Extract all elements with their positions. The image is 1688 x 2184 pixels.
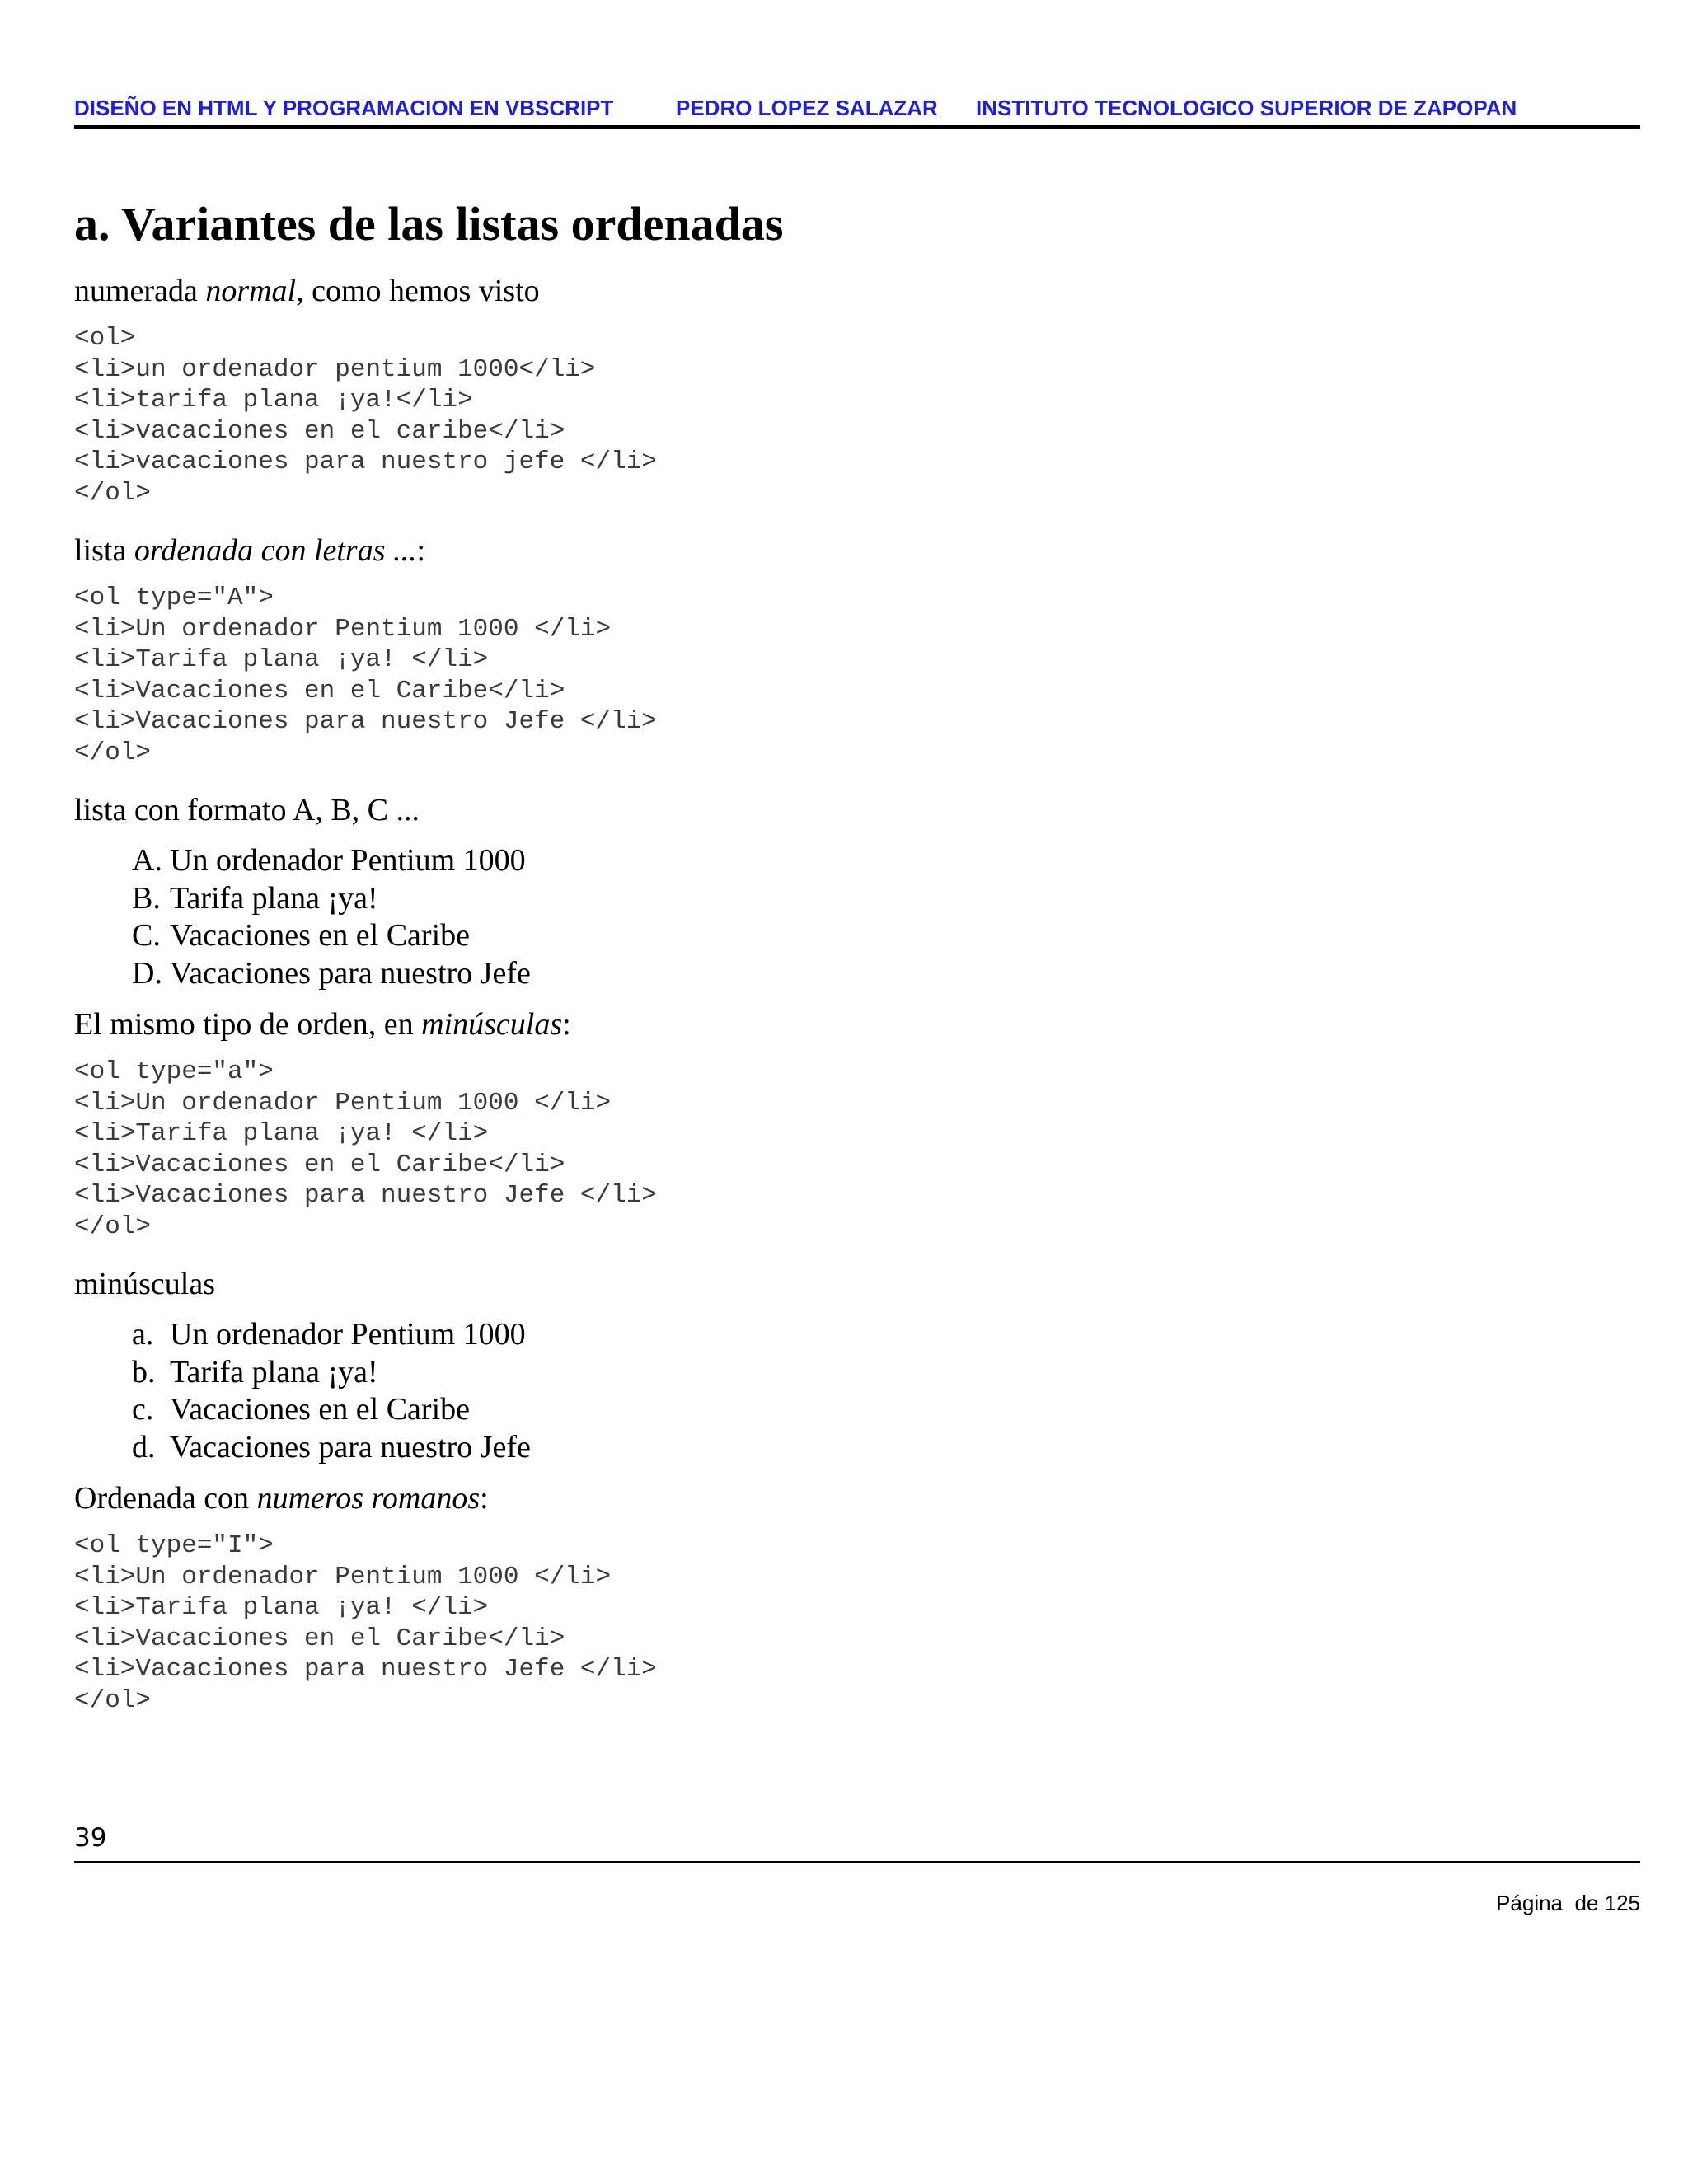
code-block-roman: <ol type="I"> <li>Un ordenador Pentium 1000 </li> <li>Tarifa plana ¡ya! </li> <li>Vacaciones en el Caribe</li> <li>Vacaciones para nuestro Jefe </li> </ol> [74, 1531, 657, 1715]
list-marker: d. [132, 1429, 156, 1465]
list-item [74, 917, 1640, 955]
code-block-lower: <ol type="a"> <li>Un ordenador Pentium 1000 </li> <li>Tarifa plana ¡ya! </li> <li>Vacaciones en el Caribe</li> <li>Vacaciones para nuestro Jefe </li> </ol> [74, 1057, 657, 1241]
list-marker: A. [132, 843, 162, 878]
list-item [74, 1429, 1640, 1467]
list-item [74, 1316, 1640, 1354]
list-item-text: Vacaciones en el Caribe [170, 918, 470, 953]
letters-text: lista [74, 533, 134, 568]
list-marker: b. [132, 1354, 156, 1390]
page-content [74, 194, 1640, 1737]
code-block-normal: <ol> <li>un ordenador pentium 1000</li> <li>tarifa plana ¡ya!</li> <li>vacaciones en el caribe</li> <li>vacaciones para nuestro jefe </li> </ol> [74, 324, 657, 508]
lowercase-label: minúsculas [74, 1267, 215, 1301]
header-course-title: DISEÑO EN HTML Y PROGRAMACION EN VBSCRIPT [74, 96, 614, 120]
page-footer: Página de 125 [1496, 1891, 1640, 1915]
page-number: 39 [74, 1823, 107, 1853]
list-marker: a. [132, 1317, 154, 1352]
header-institute: INSTITUTO TECNOLOGICO SUPERIOR DE ZAPOPAN [976, 96, 1517, 120]
format-label: lista con formato A, B, C ... [74, 793, 420, 827]
list-item-text: Vacaciones en el Caribe [170, 1392, 470, 1427]
lowercase-text: El mismo tipo de orden, en [74, 1007, 422, 1042]
list-item-text: Tarifa plana ¡ya! [170, 1354, 378, 1390]
code-block-upper: <ol type="A"> <li>Un ordenador Pentium 1000 </li> <li>Tarifa plana ¡ya! </li> <li>Vacaciones en el Caribe</li> <li>Vacaciones para nuestro Jefe </li> </ol> [74, 583, 657, 767]
list-item [74, 1391, 1640, 1429]
list-item-text: Vacaciones para nuestro Jefe [170, 1429, 531, 1465]
list-marker: D. [132, 955, 162, 991]
lowercase-paragraph [74, 1004, 1640, 1045]
intro-paragraph [74, 270, 1640, 312]
page-header [74, 92, 1640, 129]
list-item [74, 955, 1640, 993]
roman-text-end: : [480, 1481, 489, 1516]
letters-emphasis: ordenada con letras ... [134, 533, 417, 568]
list-item [74, 880, 1640, 918]
letters-paragraph [74, 530, 1640, 571]
intro-text: numerada [74, 274, 206, 308]
list-marker: B. [132, 880, 161, 916]
upper-alpha-list [74, 842, 1640, 992]
letters-text-end: : [416, 533, 426, 568]
list-marker: C. [132, 918, 161, 953]
intro-emphasis: normal [205, 274, 297, 308]
list-item-text: Vacaciones para nuestro Jefe [170, 955, 531, 991]
lowercase-emphasis: minúsculas [421, 1007, 563, 1042]
header-author: PEDRO LOPEZ SALAZAR [676, 96, 938, 120]
list-item [74, 842, 1640, 880]
intro-text-end: , como hemos visto [296, 274, 540, 308]
lower-alpha-list [74, 1316, 1640, 1466]
roman-text: Ordenada con [74, 1481, 257, 1516]
list-item-text: Un ordenador Pentium 1000 [170, 843, 526, 878]
section-title: a. Variantes de las listas ordenadas [74, 197, 784, 251]
list-marker: c. [132, 1392, 154, 1427]
list-item-text: Un ordenador Pentium 1000 [170, 1317, 526, 1352]
list-item-text: Tarifa plana ¡ya! [170, 880, 378, 916]
roman-paragraph [74, 1478, 1640, 1519]
lowercase-text-end: : [562, 1007, 571, 1042]
roman-emphasis: numeros romanos [256, 1481, 481, 1516]
page-number-bar [74, 1820, 1640, 1863]
list-item [74, 1354, 1640, 1392]
